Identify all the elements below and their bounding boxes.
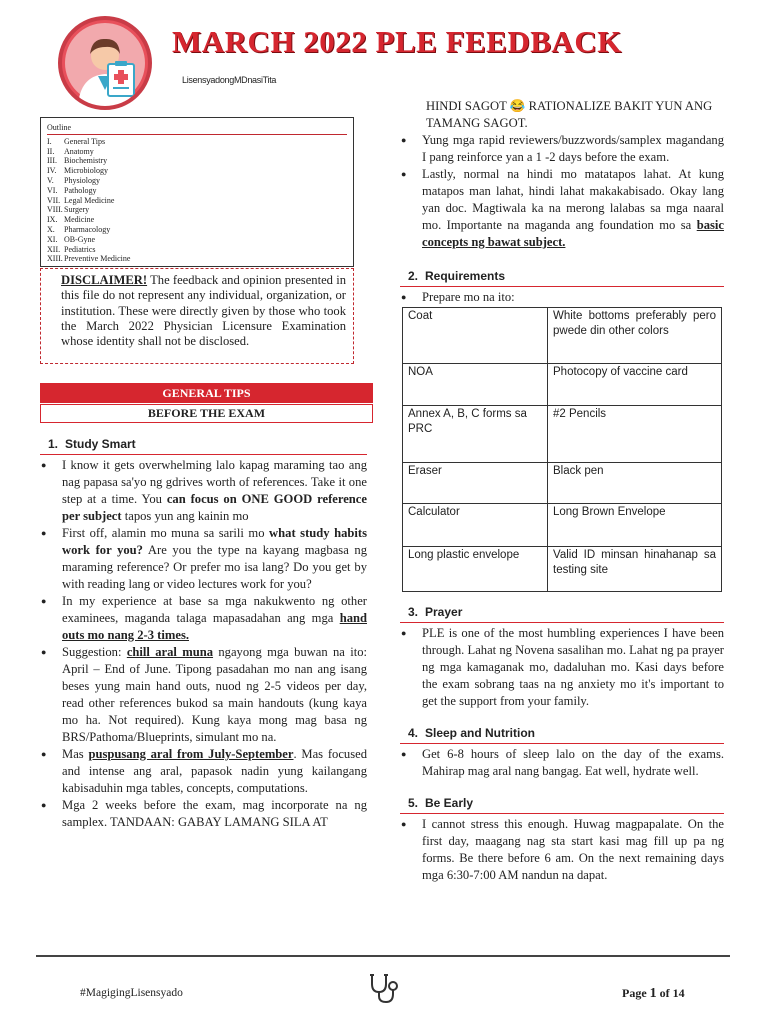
list-item xyxy=(40,644,367,746)
right-column xyxy=(400,98,724,884)
bullet-text: Mas xyxy=(62,747,89,761)
section-title: Sleep and Nutrition xyxy=(425,726,536,740)
outline-item-num: I. xyxy=(47,136,52,146)
table-cell: Annex A, B, C forms sa PRC xyxy=(403,406,548,463)
outline-item xyxy=(47,225,347,235)
table-cell: Photocopy of vaccine card xyxy=(548,364,722,406)
outline-item-num: III. xyxy=(47,156,57,166)
doctor-clipboard-icon xyxy=(58,16,152,110)
outline-item-label: Microbiology xyxy=(64,166,108,176)
bullet-icon: ● xyxy=(401,169,407,179)
outline-item xyxy=(47,147,347,157)
page-subtitle: LisensyadongMDnasiTita xyxy=(182,75,277,85)
section-title: Prayer xyxy=(425,605,463,619)
outline-item-num: X. xyxy=(47,224,55,234)
table-row xyxy=(403,547,722,592)
table-cell: Valid ID minsan hinahanap sa testing site xyxy=(548,547,722,592)
bullet-icon: ● xyxy=(41,460,47,470)
list-item xyxy=(40,457,367,525)
section-number: 5. xyxy=(408,796,419,810)
outline-item-num: XII. xyxy=(47,244,61,254)
bullet-text: I know it gets overwhelming lalo kapag maraming tao ang nag papasa sa'yo ng gdrives worth of references. Take it one step at a time. You xyxy=(62,458,367,506)
section-number: 1. xyxy=(48,437,59,451)
bullet-bold-text: what study habits work for you? xyxy=(62,526,367,557)
bullet-text: . Mas focused and intense ang aral, papasok nadin yung kailangang kabisaduhin mga tables, concepts, computations. xyxy=(62,747,368,795)
list-item xyxy=(400,746,724,780)
bullet-text: Get 6-8 hours of sleep lalo on the day of the exams. Mahirap mag aral nang bangag. Eat well, hydrate well. xyxy=(422,747,724,778)
be-early-heading xyxy=(400,795,724,814)
outline-item-label: General Tips xyxy=(64,136,106,146)
bullet-text: ngayong mga buwan na ito: April – End of June. Tipong pasadahan mo nan ang isang beses yung main hand outs, nuod ng 2-5 videos per day, read other references bukod sa main handouts (kung kaya mo ha. Not required). Kung kaya mong mag basa ng BRS/Pathoma/Blueprints, simulant mo na. xyxy=(62,645,367,744)
table-cell: Long Brown Envelope xyxy=(548,504,722,547)
outline-item xyxy=(47,254,347,264)
bullet-text: PLE is one of the most humbling experiences I have been through. Lahat ng Novena sasalihan mo. Lahat ng pa prayer ng mga kamaganak mo, dadaluhan mo. Kasi days before the exam sobrang taas na ng anxiety mo it's important to get the support from your family. xyxy=(422,626,724,708)
outline-item xyxy=(47,196,347,206)
list-item xyxy=(400,166,724,251)
bullet-bold-text: chill aral muna xyxy=(126,645,214,659)
prayer-heading xyxy=(400,604,724,623)
page-number xyxy=(622,986,685,1002)
table-row xyxy=(403,463,722,504)
bullet-icon: ● xyxy=(41,528,47,538)
outline-item-num: VIII. xyxy=(47,205,63,215)
outline-item-label: Biochemistry xyxy=(64,156,108,166)
outline-item xyxy=(47,137,347,147)
bullet-icon: ● xyxy=(41,596,47,606)
requirements-table xyxy=(402,307,722,592)
general-tips-heading: GENERAL TIPS xyxy=(40,383,373,403)
outline-item-label: Anatomy xyxy=(64,146,94,156)
disclaimer-box xyxy=(40,268,354,364)
footer-hashtag: #MagigingLisensyado xyxy=(80,987,183,999)
section-number: 4. xyxy=(408,726,419,740)
bullet-icon: ● xyxy=(401,749,407,759)
bullet-icon: ● xyxy=(401,135,407,145)
before-exam-heading: BEFORE THE EXAM xyxy=(40,404,373,423)
table-cell: Eraser xyxy=(403,463,548,504)
bullet-text: Prepare mo na ito: xyxy=(422,290,515,304)
section-title: Be Early xyxy=(425,796,474,810)
table-row xyxy=(403,364,722,406)
outline-item-num: XIII. xyxy=(47,254,63,264)
outline-item xyxy=(47,245,347,255)
bullet-bold-text: can focus on ONE GOOD reference per subject xyxy=(62,492,367,523)
left-column xyxy=(40,436,367,831)
table-cell: Coat xyxy=(403,308,548,364)
outline-item-label: Pharmacology xyxy=(64,224,111,234)
section-number: 2. xyxy=(408,269,419,283)
bullet-bold-text: puspusang aral from July-September xyxy=(88,747,294,761)
outline-item-label: Pediatrics xyxy=(64,244,96,254)
outline-item-label: Legal Medicine xyxy=(64,195,115,205)
outline-item xyxy=(47,205,347,215)
outline-item xyxy=(47,215,347,225)
bullet-text: Are you the type na kayang magbasa ng maraming reference? Or prefer mo isa lang? Do you get by with reading lang or video lectures work for you? xyxy=(62,543,367,591)
outline-item xyxy=(47,176,347,186)
outline-item-num: IV. xyxy=(47,166,57,176)
bullet-text: Yung mga rapid reviewers/buzzwords/samplex magandang I pang reinforce yan a 1 -2 days before the exam. xyxy=(422,133,724,164)
continued-text-a: HINDI SAGOT xyxy=(426,99,510,113)
continued-text xyxy=(400,98,724,132)
page-word: Page xyxy=(622,986,650,1000)
outline-title: Outline xyxy=(47,123,347,135)
table-cell: #2 Pencils xyxy=(548,406,722,463)
bullet-text: tapos yun ang kainin mo xyxy=(121,509,249,523)
outline-item-num: IX. xyxy=(47,215,58,225)
outline-item-label: Surgery xyxy=(64,205,90,215)
outline-item xyxy=(47,235,347,245)
page-of: of 14 xyxy=(656,986,685,1000)
table-row xyxy=(403,308,722,364)
outline-item-num: V. xyxy=(47,175,54,185)
bullet-text: In my experience at base sa mga nakukwento ng other examinees, maganda talaga mapasadahan ang mga xyxy=(62,594,367,625)
outline-item xyxy=(47,156,347,166)
bullet-text: Lastly, normal na hindi mo matatapos lahat. At kung matapos man lahat, hindi lahat makakabisado. Okay lang yan doc. Magtiwala ka na merong lalabas sa mga naaral mo. Importante na maganda ang foundation mo sa xyxy=(422,167,724,232)
outline-item-num: XI. xyxy=(47,234,58,244)
bullet-icon: ● xyxy=(401,292,407,302)
list-item xyxy=(40,593,367,644)
section-number: 3. xyxy=(408,605,419,619)
table-cell: Calculator xyxy=(403,504,548,547)
bullet-bold-text: basic concepts ng bawat subject. xyxy=(422,218,724,249)
continued-text-b: RATIONALIZE BAKIT YUN ANG TAMANG SAGOT. xyxy=(426,99,713,130)
bullet-icon: ● xyxy=(401,819,407,829)
outline-item-label: Pathology xyxy=(64,185,97,195)
outline-item xyxy=(47,186,347,196)
table-cell: Black pen xyxy=(548,463,722,504)
table-row xyxy=(403,504,722,547)
table-cell: White bottoms preferably pero pwede din other colors xyxy=(548,308,722,364)
footer-divider xyxy=(36,955,730,957)
list-item xyxy=(400,625,724,710)
outline-item-num: II. xyxy=(47,146,55,156)
bullet-bold-text: hand outs mo nang 2-3 times. xyxy=(62,611,367,642)
bullet-icon: ● xyxy=(401,628,407,638)
bullet-icon: ● xyxy=(41,749,47,759)
study-smart-heading xyxy=(40,436,367,455)
outline-item-num: VI. xyxy=(47,185,58,195)
outline-item-label: Preventive Medicine xyxy=(64,254,131,264)
bullet-text: Suggestion: xyxy=(62,645,127,659)
page-title: MARCH 2022 PLE FEEDBACK xyxy=(172,24,622,59)
list-item xyxy=(400,289,724,306)
disclaimer-lead: DISCLAIMER! xyxy=(61,273,148,287)
section-title: Study Smart xyxy=(65,437,136,451)
sleep-heading xyxy=(400,725,724,744)
bullet-icon: ● xyxy=(41,800,47,810)
disclaimer-text: The feedback and opinion presented in this file do not represent any individual, organization, or institution. These were directly given by those who took the March 2022 Physician Licensure Examination whose identity shall not be disclosed. xyxy=(61,273,346,349)
bullet-text: I cannot stress this enough. Huwag magpapalate. On the first day, maagang nag sta start kasi mag fill up pa ng forms. Be there before 6 am. On the next remaining days mga 6:30-7:00 AM nandun na dapat. xyxy=(422,817,724,882)
outline-item-num: VII. xyxy=(47,195,61,205)
bullet-text: First off, alamin mo muna sa sarili mo xyxy=(62,526,270,540)
outline-item-label: Medicine xyxy=(64,215,95,225)
list-item xyxy=(40,525,367,593)
list-item xyxy=(40,797,367,831)
requirements-heading xyxy=(400,268,724,287)
bullet-text: Mga 2 weeks before the exam, mag incorporate na ng samplex. TANDAAN: GABAY LAMANG SILA AT xyxy=(62,798,367,829)
table-cell: Long plastic envelope xyxy=(403,547,548,592)
table-row xyxy=(403,406,722,463)
list-item xyxy=(40,746,367,797)
outline-item-label: OB-Gyne xyxy=(64,234,96,244)
list-item xyxy=(400,132,724,166)
outline-item-label: Physiology xyxy=(64,175,101,185)
stethoscope-icon xyxy=(366,972,402,1004)
table-cell: NOA xyxy=(403,364,548,406)
bullet-icon: ● xyxy=(41,647,47,657)
page-num: 1 xyxy=(649,986,657,1001)
section-title: Requirements xyxy=(425,269,506,283)
list-item xyxy=(400,816,724,884)
outline-item xyxy=(47,166,347,176)
outline-box xyxy=(40,117,354,267)
laughing-emoji-icon: 😂 xyxy=(509,99,526,113)
